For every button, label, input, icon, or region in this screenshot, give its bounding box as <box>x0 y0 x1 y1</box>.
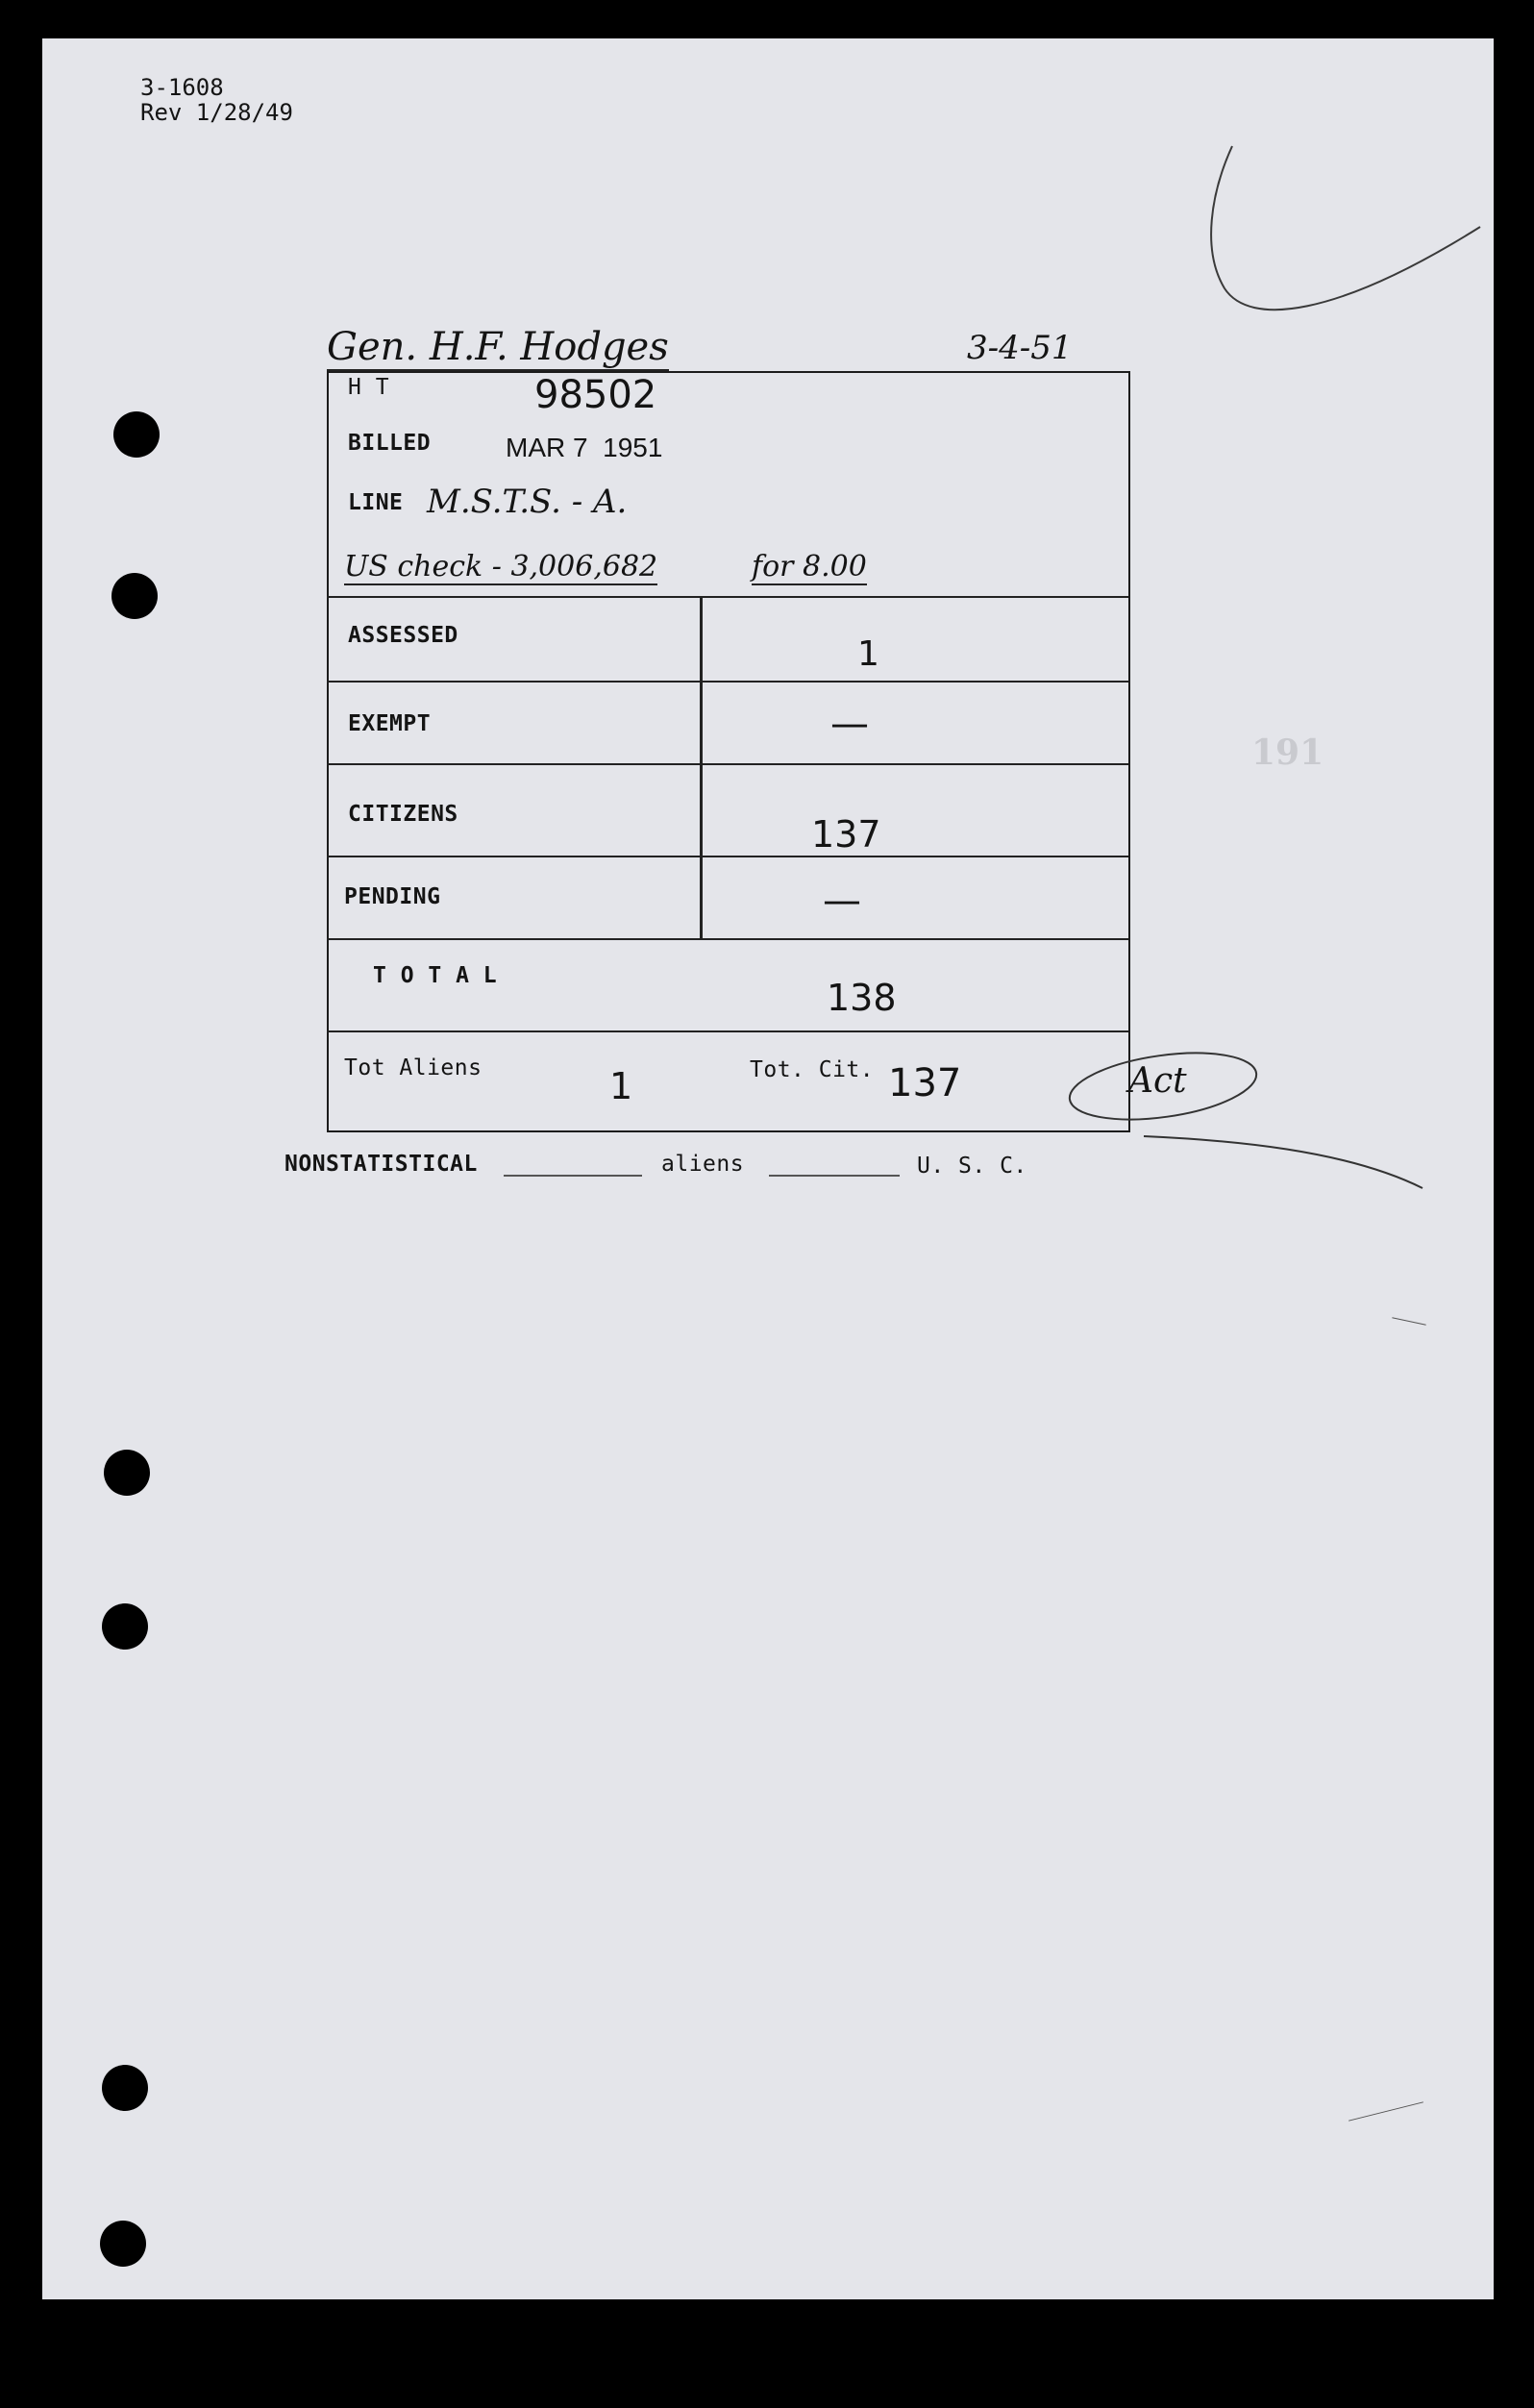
punch-hole <box>100 2221 146 2267</box>
row-value-citizens: 137 <box>811 813 881 856</box>
column-divider <box>700 596 703 938</box>
header-date: 3-4-51 <box>967 329 1073 367</box>
tot-aliens-value: 1 <box>609 1065 633 1107</box>
punch-hole <box>104 1450 150 1496</box>
total-label: T O T A L <box>373 963 498 988</box>
ht-number: 98502 <box>534 373 657 417</box>
initials: Act <box>1128 1061 1187 1101</box>
ht-label: H T <box>348 375 390 400</box>
divider <box>327 681 1128 683</box>
line-value: M.S.T.S. - A. <box>427 483 628 521</box>
blank-line <box>769 1175 900 1177</box>
divider <box>327 938 1128 940</box>
billed-label: BILLED <box>348 431 432 456</box>
punch-hole <box>102 2065 148 2111</box>
margin-page-number: 191 <box>1251 732 1324 773</box>
nonstatistical-usc-label: U. S. C. <box>917 1154 1027 1179</box>
punch-hole <box>113 411 160 458</box>
blank-line <box>504 1175 642 1177</box>
divider <box>327 856 1128 857</box>
divider <box>327 1030 1128 1032</box>
line-label: LINE <box>348 490 404 515</box>
punch-hole <box>111 573 158 619</box>
row-label-assessed: ASSESSED <box>348 623 458 648</box>
ship-name: Gen. H.F. Hodges <box>327 325 669 369</box>
row-label-pending: PENDING <box>344 884 441 909</box>
tot-cit-label: Tot. Cit. <box>750 1057 875 1082</box>
row-value-pending: — <box>823 879 861 923</box>
billed-date: MAR 7 1951 <box>506 433 663 462</box>
pencil-curve-mark <box>1192 135 1499 327</box>
initials-scribble <box>1057 1044 1442 1198</box>
divider <box>327 763 1128 765</box>
punch-hole <box>102 1603 148 1650</box>
row-label-citizens: CITIZENS <box>348 802 458 827</box>
tot-cit-value: 137 <box>888 1061 962 1105</box>
check-extra: for 8.00 <box>752 550 867 583</box>
row-label-exempt: EXEMPT <box>348 711 432 736</box>
form-number: 3-1608 <box>140 74 224 101</box>
total-value: 138 <box>827 977 897 1019</box>
tot-aliens-label: Tot Aliens <box>344 1055 482 1080</box>
check-note: US check - 3,006,682 <box>344 550 658 583</box>
nonstatistical-aliens-label: aliens <box>661 1152 745 1177</box>
nonstatistical-label: NONSTATISTICAL <box>285 1152 478 1177</box>
row-value-exempt: — <box>830 702 869 746</box>
row-value-assessed: 1 <box>857 634 879 674</box>
form-revision: Rev 1/28/49 <box>140 99 293 126</box>
form-number-block <box>140 75 293 125</box>
divider <box>327 596 1128 598</box>
